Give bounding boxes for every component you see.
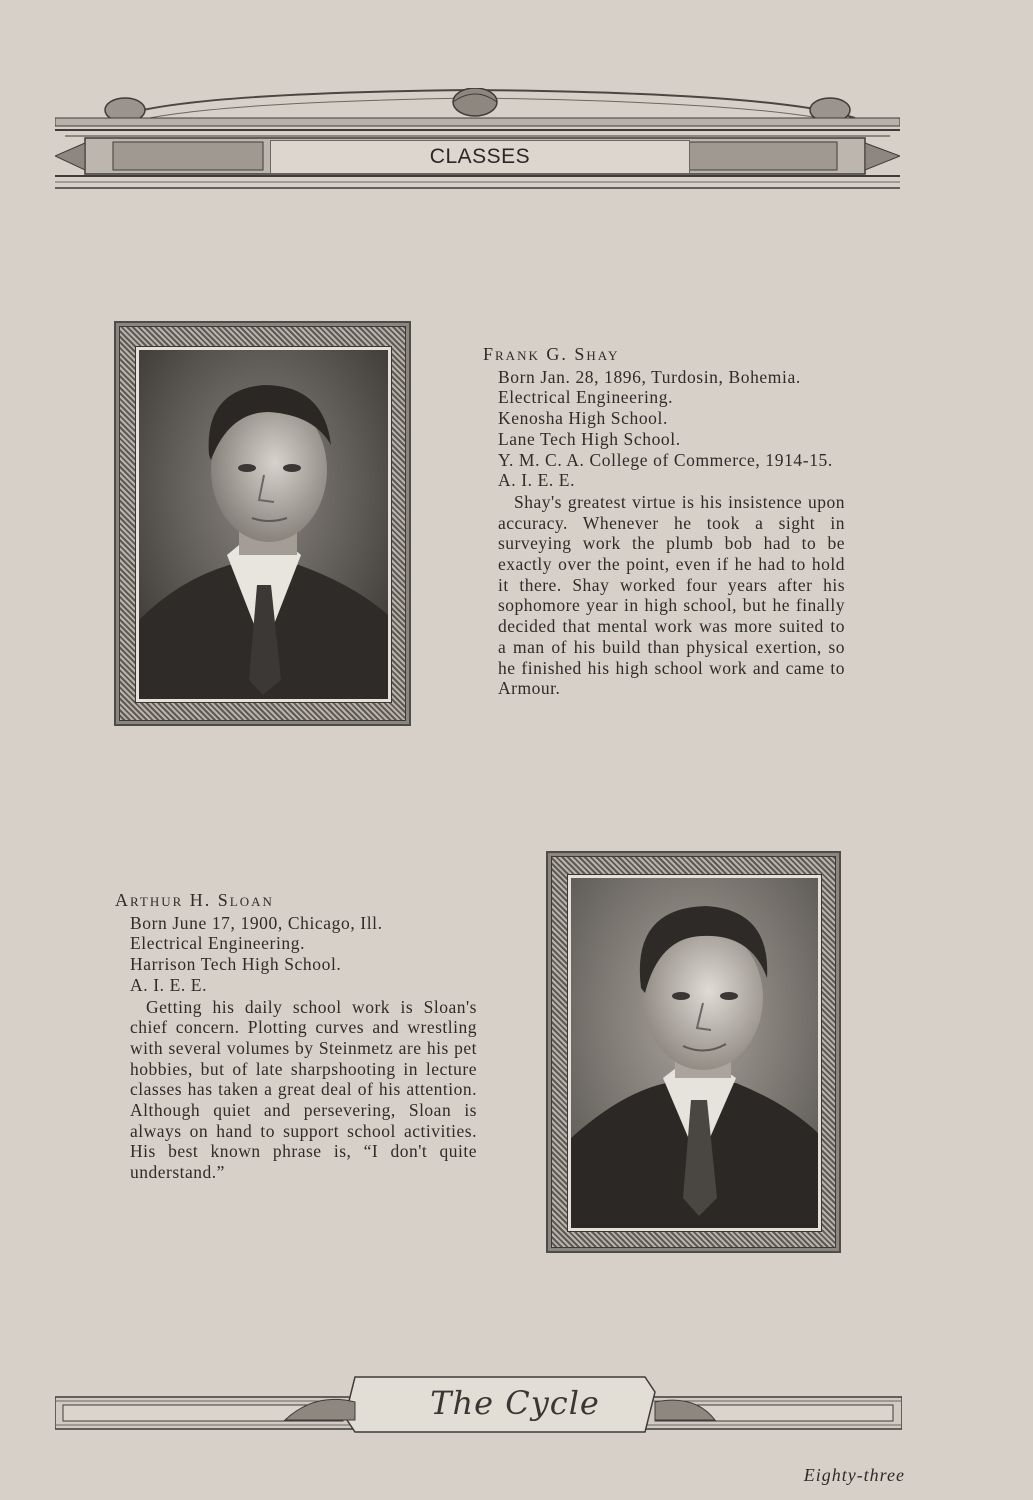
fact-birth: Born June 17, 1900, Chicago, Ill. [130,912,383,933]
student-facts [115,913,477,996]
footer-banner [55,1372,902,1437]
fact-society: A. I. E. E. [498,470,576,491]
fact-school: Kenosha High School. [498,408,668,429]
student-name: Frank G. Shay [483,344,620,364]
fact-school: Y. M. C. A. College of Commerce, 1914-15. [498,449,833,470]
fact-society: A. I. E. E. [130,974,208,995]
portrait-photo-icon [571,878,818,1228]
footer-logo: The Cycle [430,1384,600,1422]
bio-sloan [115,890,477,1183]
student-facts [483,367,845,491]
fact-course: Electrical Engineering. [498,387,674,408]
portrait-photo-sloan [568,875,821,1231]
portrait-frame-sloan [546,851,841,1253]
student-description: Getting his daily school work is Sloan's chief concern. Plotting curves and wrestling with several volumes by Steinmetz are his pet hobbies, but of late sharpshooting in lecture classes has taken a great deal of his attention. Although quiet and persevering, Sloan is always on hand to support school activities. His best known phrase is, “I don't quite understand.” [130,996,477,1183]
fact-school: Lane Tech High School. [498,428,681,449]
page-number: Eighty-three [803,1465,905,1485]
bio-shay [483,344,845,699]
portrait-frame-shay [114,321,411,726]
fact-school: Harrison Tech High School. [130,954,342,975]
fact-course: Electrical Engineering. [130,933,306,954]
portrait-photo-shay [136,347,391,702]
section-title: CLASSES [270,140,690,174]
student-description: Shay's greatest virtue is his insistence upon accuracy. Whenever he took a sight in surveying work the plumb bob had to be exactly over the point, even if he had to hold it there. Shay worked four years after his sophomore year in high school, but he finally decided that mental work was more suited to a man of his build than physical exertion, so he finished his high school work and came to Armour. [498,491,845,699]
student-name: Arthur H. Sloan [115,890,274,910]
fact-birth: Born Jan. 28, 1896, Turdosin, Bohemia. [498,366,801,387]
portrait-photo-icon [139,350,388,699]
